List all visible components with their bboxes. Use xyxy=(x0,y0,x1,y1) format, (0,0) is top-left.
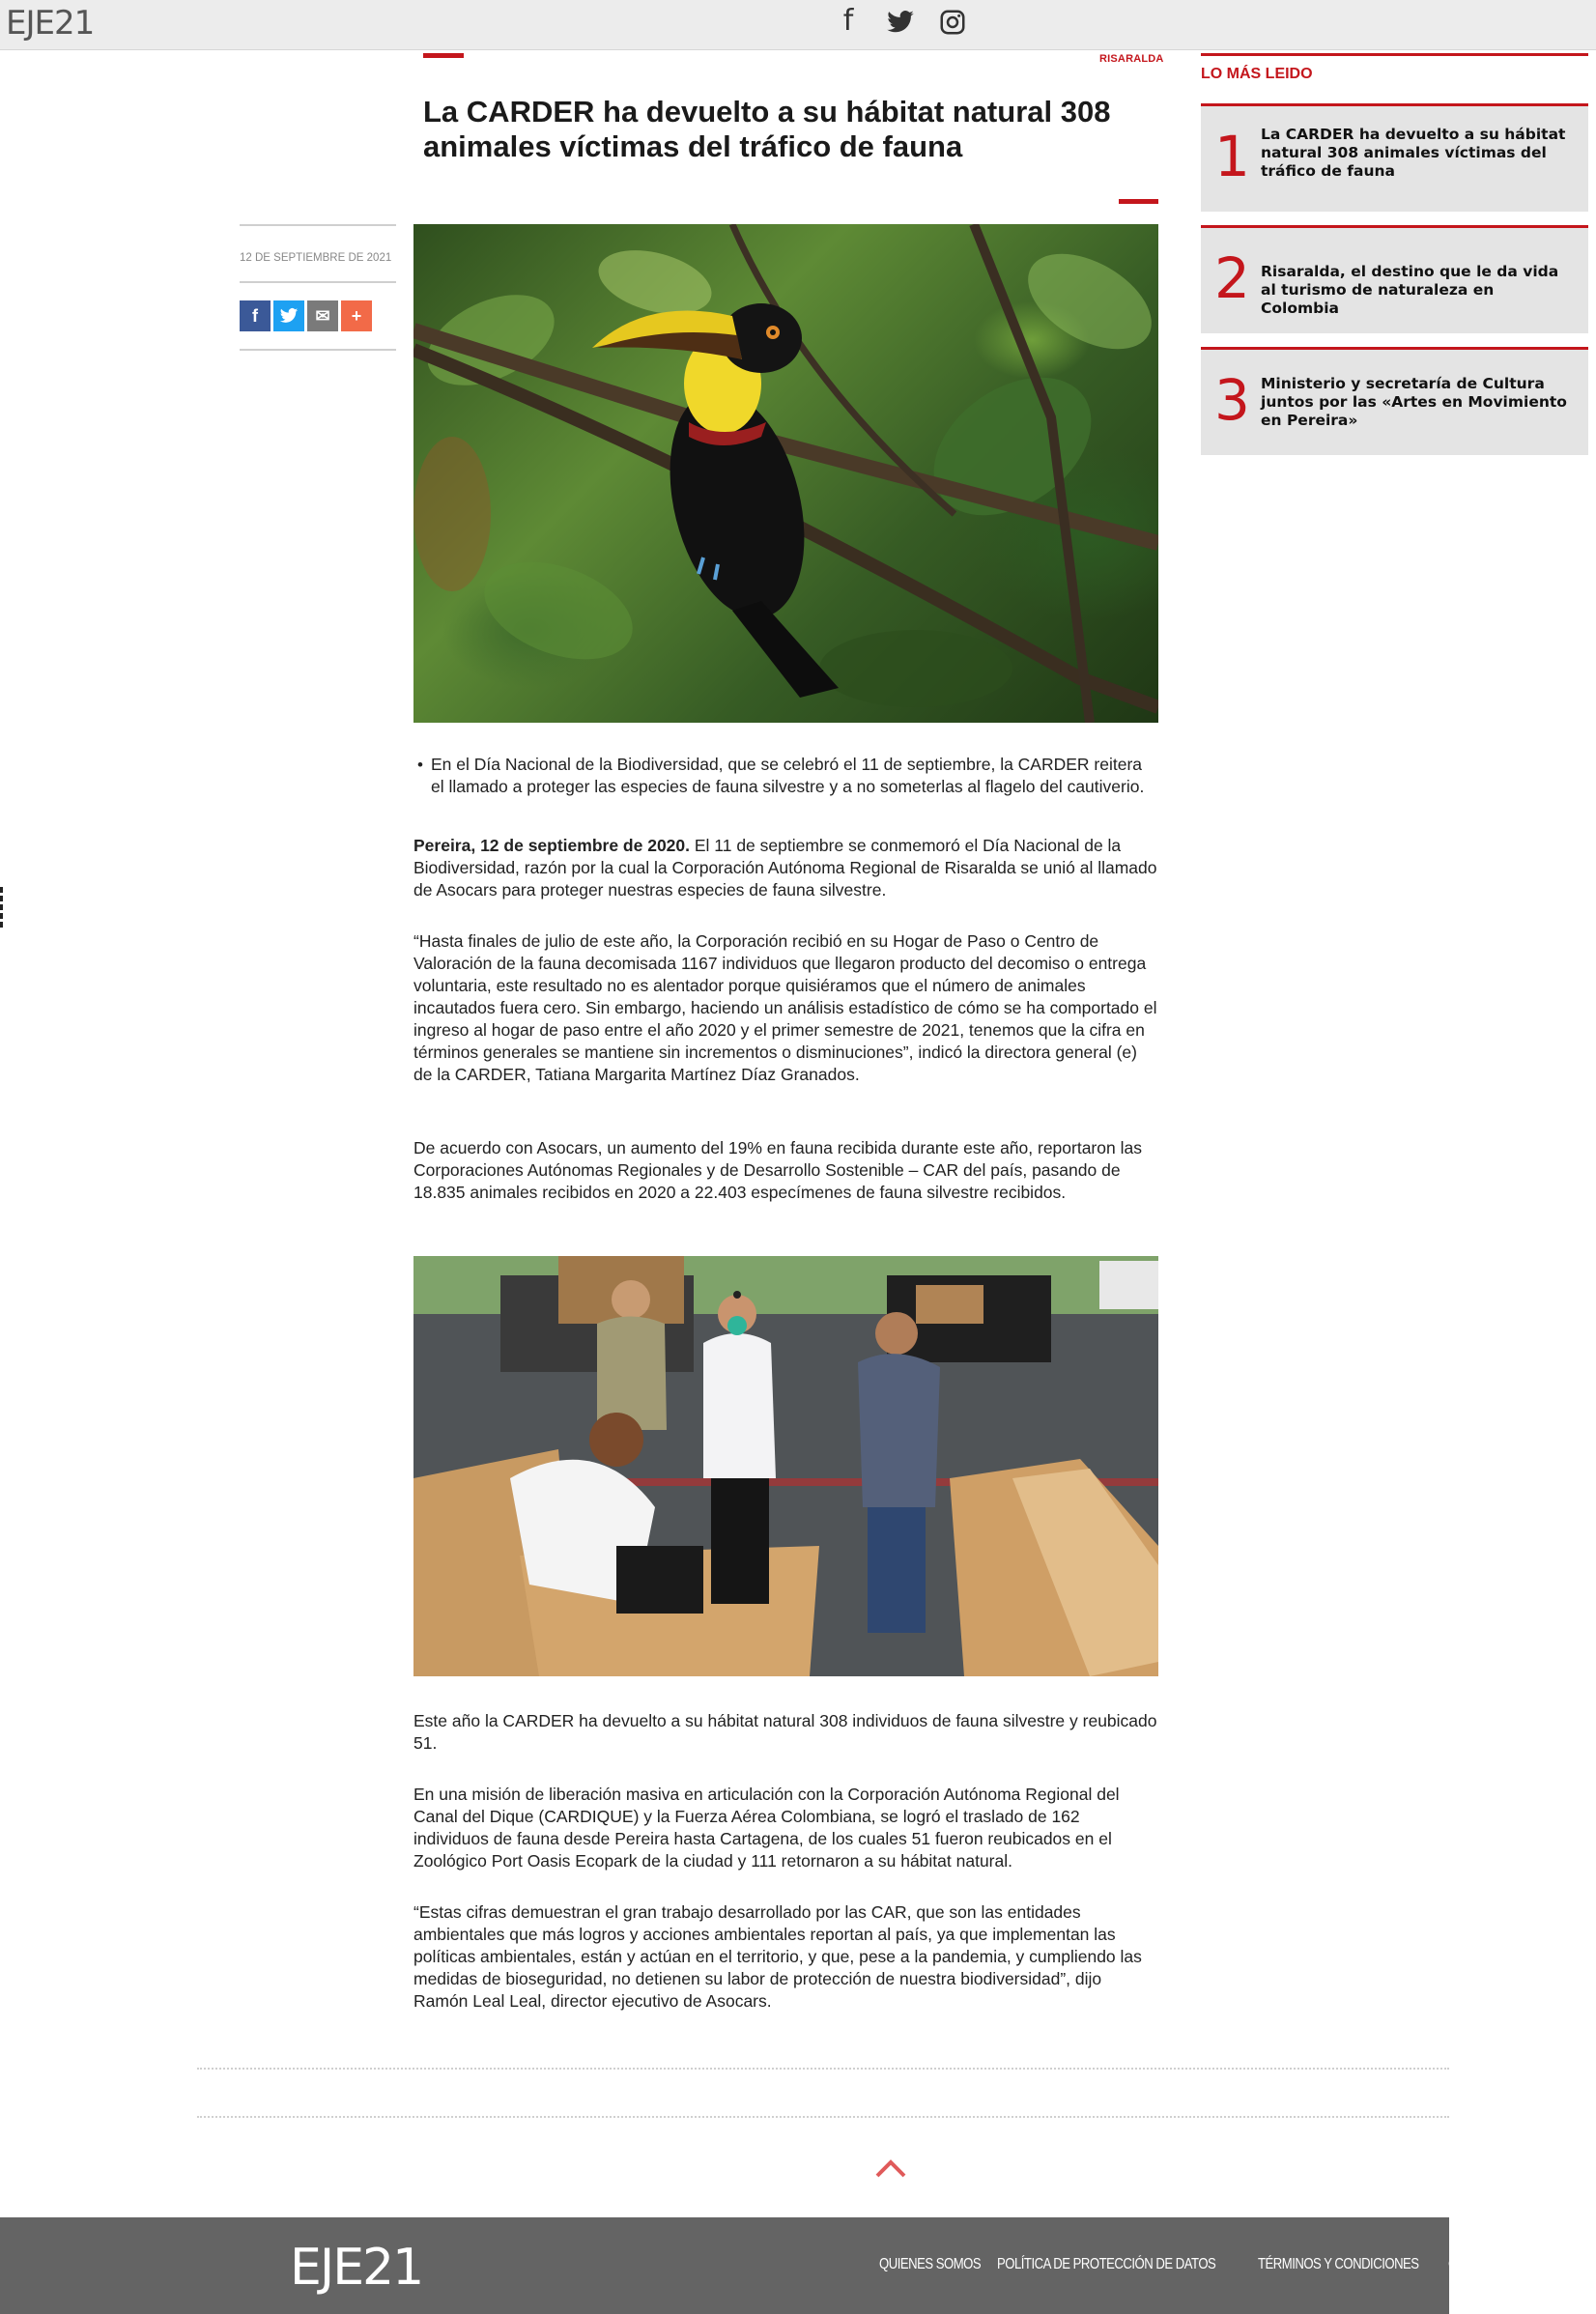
dotted-divider xyxy=(197,2116,1449,2118)
share-buttons xyxy=(240,283,396,349)
footer-link-quienes-somos[interactable]: QUIENES SOMOS xyxy=(879,2256,982,2272)
article-meta xyxy=(240,224,396,351)
sidebar-heading: LO MÁS LEIDO xyxy=(1201,53,1588,90)
toucan-photo xyxy=(413,224,1158,723)
footer-link-proteccion-datos[interactable]: POLÍTICA DE PROTECCIÓN DE DATOS xyxy=(997,2256,1216,2272)
dotted-divider xyxy=(197,2068,1449,2070)
most-read-title[interactable]: La CARDER ha devuelto a su hábitat natural 308 animales víctimas del tráfico de fauna xyxy=(1261,126,1566,180)
back-to-top-button[interactable] xyxy=(873,2153,908,2187)
title-accent-top xyxy=(423,53,464,58)
facebook-icon[interactable]: f xyxy=(842,4,854,38)
article-highlight xyxy=(413,754,1158,798)
share-email-button[interactable]: ✉ xyxy=(307,300,338,331)
rank-number: 2 xyxy=(1214,245,1250,311)
footer-logo[interactable]: EJE21 xyxy=(290,2239,423,2297)
toucan-illustration xyxy=(413,224,1158,723)
share-facebook-button[interactable]: f xyxy=(240,300,271,331)
publish-date: 12 DE SEPTIEMBRE DE 2021 xyxy=(240,252,392,264)
bullet-point: • xyxy=(417,756,423,774)
site-logo[interactable]: EJE21 xyxy=(6,4,95,43)
share-more-button[interactable]: + xyxy=(341,300,372,331)
rank-number: 1 xyxy=(1214,124,1250,189)
article-paragraph xyxy=(413,835,1158,901)
rank-number: 3 xyxy=(1214,367,1250,433)
most-read-sidebar xyxy=(1201,53,1588,455)
footer-nav xyxy=(879,2256,1506,2273)
lead-text: El 11 de septiembre se conmemoró el Día Nacional de la Biodiversidad, razón por la cual la Corporación Autónoma Regional de Risaralda se unió al llamado de Asocars para proteger nuestras especies de fauna silvestre. xyxy=(413,836,1157,900)
article-paragraph: “Estas cifras demuestran el gran trabajo desarrollado por las CAR, que son las entidades ambientales que más logros y acciones ambientales reportan al país, ya que implementan las políticas ambientales, están y actúan en el territorio, y que, pese a la pandemia, y cumpliendo las medidas de bioseguridad, no detienen su labor de protección de nuestra biodiversidad”, dijo Ramón Leal Leal, director ejecutivo de Asocars. xyxy=(413,1902,1142,2011)
footer-link-contacto[interactable]: CONTACT xyxy=(1448,2256,1506,2272)
title-accent-bottom xyxy=(1119,199,1158,204)
most-read-item[interactable] xyxy=(1201,347,1588,455)
instagram-icon[interactable] xyxy=(937,4,968,39)
highlight-text: En el Día Nacional de la Biodiversidad, que se celebró el 11 de septiembre, la CARDER reitera el llamado a proteger las especies de fauna silvestre y a no someterlas al flagelo del cautiverio. xyxy=(431,755,1145,796)
article-paragraph: “Hasta finales de julio de este año, la Corporación recibió en su Hogar de Paso o Centro de Valoración de la fauna decomisada 1167 individuos que llegaron producto del decomiso o entrega voluntaria, este resultado no es alentador porque quisiéramos que el número de animales incautados fuera cero. Sin embargo, haciendo un análisis estadístico de cómo se ha comportado el ingreso al hogar de paso entre el año 2020 y el primer semestre de 2021, tenemos que la cifra en términos generales se mantiene sin incrementos o disminuciones”, indicó la directora general (e) de la CARDER, Tatiana Margarita Martínez Díaz Granados. xyxy=(413,931,1157,1084)
share-twitter-button[interactable] xyxy=(273,300,304,331)
social-links xyxy=(833,4,968,39)
section-tag[interactable]: RISARALDA xyxy=(1099,53,1164,65)
edge-marker xyxy=(0,887,3,928)
divider xyxy=(240,349,396,351)
most-read-item[interactable] xyxy=(1201,225,1588,333)
chevron-up-icon xyxy=(873,2153,908,2187)
most-read-title[interactable]: Risaralda, el destino que le da vida al turismo de naturaleza en Colombia xyxy=(1261,263,1559,317)
article-paragraph: De acuerdo con Asocars, un aumento del 19% en fauna recibida durante este año, reportaron las Corporaciones Autónomas Regionales y de Desarrollo Sostenible – CAR del país, pasando de 18.835 animales recibidos en 2020 a 22.403 especímenes de fauna silvestre recibidos. xyxy=(413,1138,1142,1202)
footer-link-terminos[interactable]: TÉRMINOS Y CONDICIONES xyxy=(1258,2256,1419,2272)
article-paragraph: En una misión de liberación masiva en articulación con la Corporación Autónoma Regional del Canal del Dique (CARDIQUE) y la Fuerza Aérea Colombiana, se logró el traslado de 162 individuos de fauna desde Pereira hasta Cartagena, de los cuales 51 fueron reubicados en el Zoológico Port Oasis Ecopark de la ciudad y 111 retornaron a su hábitat natural. xyxy=(413,1785,1120,1871)
twitter-icon[interactable] xyxy=(885,4,916,39)
most-read-item[interactable] xyxy=(1201,103,1588,212)
site-footer xyxy=(0,2217,1506,2314)
event-illustration xyxy=(413,1256,1158,1676)
release-event-photo xyxy=(413,1256,1158,1676)
most-read-title[interactable]: Ministerio y secretaría de Cultura juntos por las «Artes en Movimiento en Pereira» xyxy=(1261,375,1567,429)
article-title: La CARDER ha devuelto a su hábitat natural 308 animales víctimas del tráfico de fauna xyxy=(423,95,1111,163)
dateline: Pereira, 12 de septiembre de 2020. xyxy=(413,836,690,855)
top-bar xyxy=(0,0,1596,50)
article-paragraph: Este año la CARDER ha devuelto a su hábitat natural 308 individuos de fauna silvestre y reubicado 51. xyxy=(413,1711,1157,1753)
